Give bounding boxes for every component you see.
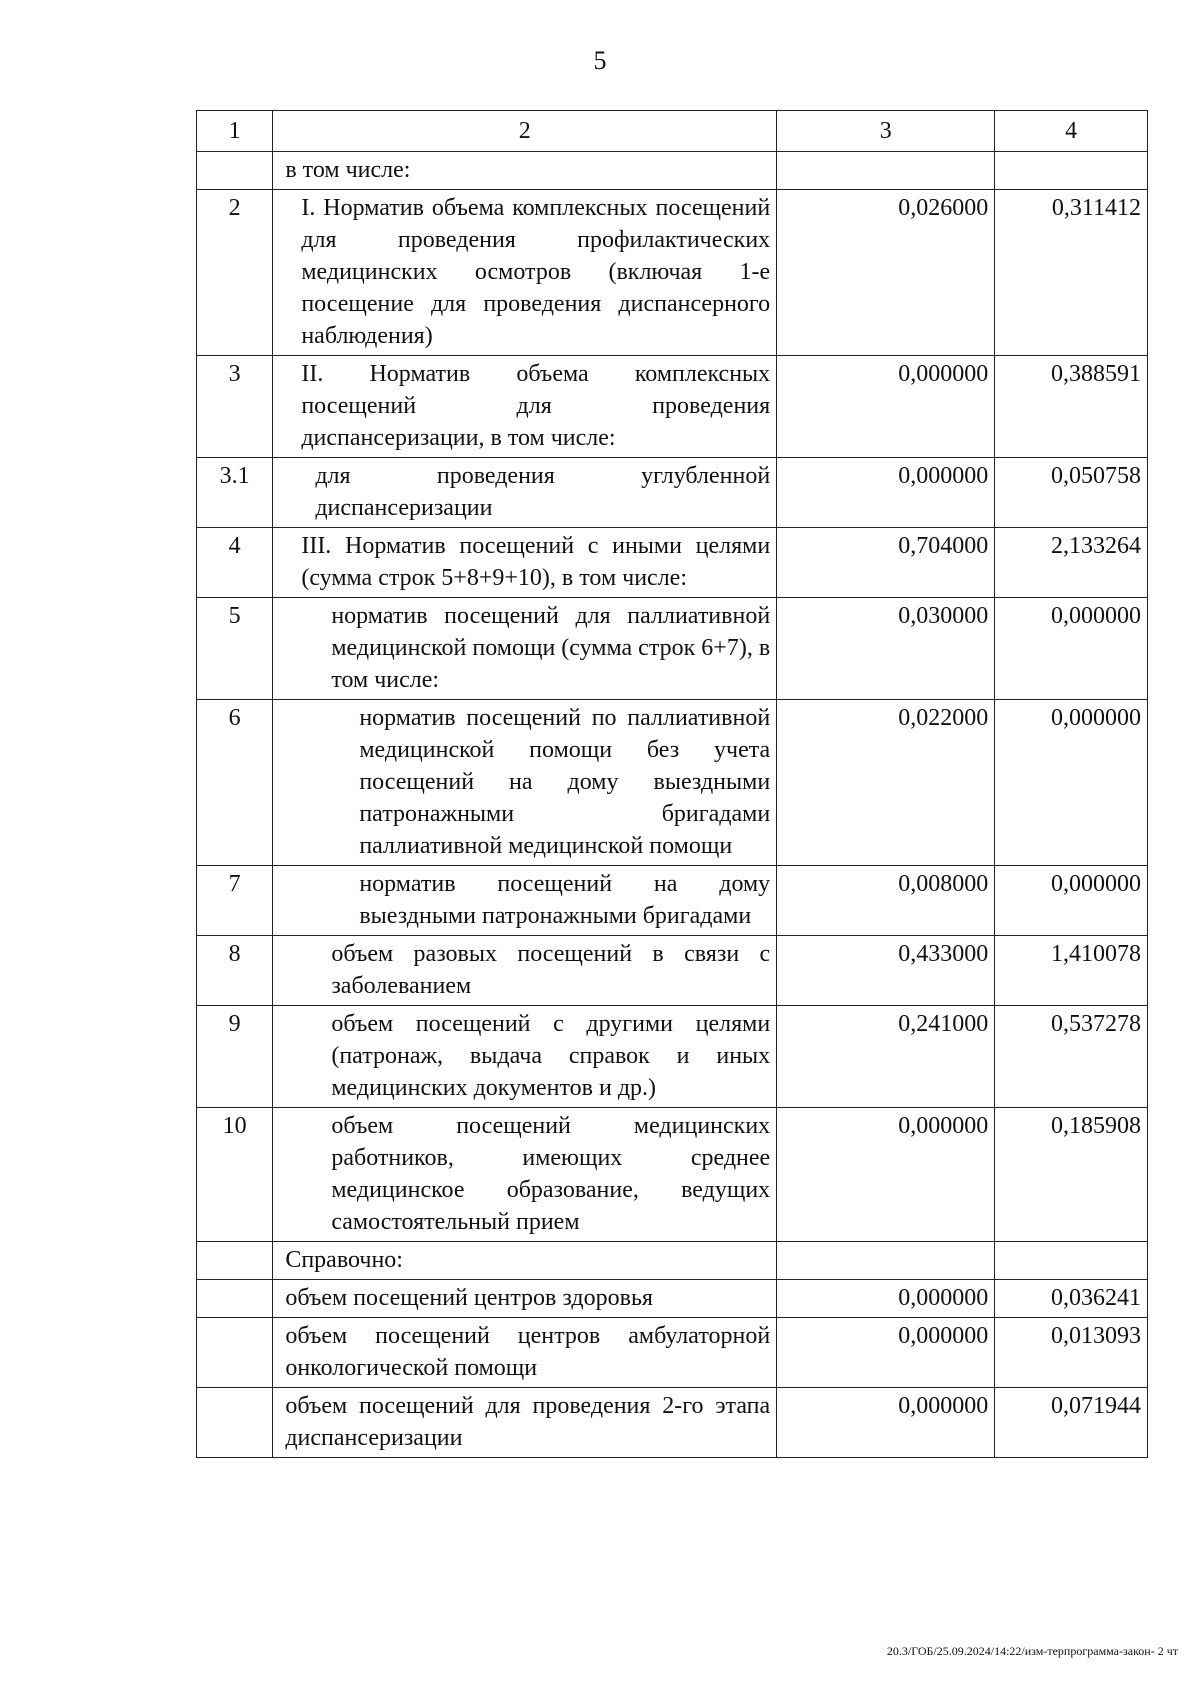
row-value-col4 — [995, 152, 1148, 190]
row-value-col4: 1,410078 — [995, 936, 1148, 1006]
row-number: 4 — [197, 528, 273, 598]
header-cell-4: 4 — [995, 111, 1148, 152]
row-description: объем посещений центров амбулаторной онкологической помощи — [273, 1318, 777, 1388]
row-value-col3: 0,000000 — [777, 1280, 995, 1318]
row-value-col3: 0,022000 — [777, 700, 995, 866]
row-description: норматив посещений для паллиативной медицинской помощи (сумма строк 6+7), в том числе: — [273, 598, 777, 700]
row-value-col4: 0,388591 — [995, 356, 1148, 458]
row-value-col3: 0,000000 — [777, 458, 995, 528]
row-value-col4: 0,036241 — [995, 1280, 1148, 1318]
row-number: 5 — [197, 598, 273, 700]
table-row — [197, 598, 1148, 700]
row-number — [197, 1242, 273, 1280]
row-number: 3 — [197, 356, 273, 458]
row-description: для проведения углубленной диспансеризации — [273, 458, 777, 528]
row-value-col3: 0,000000 — [777, 1388, 995, 1458]
norms-table — [196, 110, 1148, 1458]
row-number — [197, 152, 273, 190]
row-description: объем посещений с другими целями (патронаж, выдача справок и иных медицинских документов и др.) — [273, 1006, 777, 1108]
row-value-col3: 0,000000 — [777, 1108, 995, 1242]
page-number: 5 — [593, 46, 607, 75]
row-value-col3: 0,433000 — [777, 936, 995, 1006]
row-number: 7 — [197, 866, 273, 936]
table-row — [197, 190, 1148, 356]
row-value-col4: 0,000000 — [995, 700, 1148, 866]
row-description: III. Норматив посещений с иными целями (сумма строк 5+8+9+10), в том числе: — [273, 528, 777, 598]
row-number: 10 — [197, 1108, 273, 1242]
table-row — [197, 1318, 1148, 1388]
header-cell-2: 2 — [273, 111, 777, 152]
row-value-col3: 0,008000 — [777, 866, 995, 936]
row-number — [197, 1388, 273, 1458]
row-value-col3: 0,000000 — [777, 1318, 995, 1388]
row-value-col4 — [995, 1242, 1148, 1280]
row-description: норматив посещений на дому выездными патронажными бригадами — [273, 866, 777, 936]
row-description: в том числе: — [273, 152, 777, 190]
header-cell-3: 3 — [777, 111, 995, 152]
header-cell-1: 1 — [197, 111, 273, 152]
table-row — [197, 1006, 1148, 1108]
table-row — [197, 1242, 1148, 1280]
row-value-col4: 0,013093 — [995, 1318, 1148, 1388]
table-row — [197, 458, 1148, 528]
row-value-col3: 0,000000 — [777, 356, 995, 458]
row-value-col4: 0,000000 — [995, 598, 1148, 700]
row-description: объем разовых посещений в связи с заболеванием — [273, 936, 777, 1006]
document-footer: 20.3/ГОБ/25.09.2024/14:22/изм-терпрограмма-закон- 2 чт — [886, 1644, 1178, 1658]
row-number: 2 — [197, 190, 273, 356]
row-value-col3: 0,030000 — [777, 598, 995, 700]
row-number: 9 — [197, 1006, 273, 1108]
row-value-col4: 0,071944 — [995, 1388, 1148, 1458]
row-value-col4: 2,133264 — [995, 528, 1148, 598]
table-row — [197, 700, 1148, 866]
table-row — [197, 1280, 1148, 1318]
row-value-col3: 0,241000 — [777, 1006, 995, 1108]
row-value-col4: 0,311412 — [995, 190, 1148, 356]
table-header-row — [197, 111, 1148, 152]
row-value-col4: 0,537278 — [995, 1006, 1148, 1108]
row-number — [197, 1280, 273, 1318]
row-value-col3: 0,026000 — [777, 190, 995, 356]
table-row — [197, 1108, 1148, 1242]
row-value-col4: 0,000000 — [995, 866, 1148, 936]
row-description: Справочно: — [273, 1242, 777, 1280]
row-number: 3.1 — [197, 458, 273, 528]
table-row — [197, 866, 1148, 936]
row-description: объем посещений медицинских работников, имеющих среднее медицинское образование, ведущих самостоятельный прием — [273, 1108, 777, 1242]
table-row — [197, 1388, 1148, 1458]
row-value-col4: 0,185908 — [995, 1108, 1148, 1242]
table-row — [197, 936, 1148, 1006]
row-value-col4: 0,050758 — [995, 458, 1148, 528]
row-description: объем посещений центров здоровья — [273, 1280, 777, 1318]
row-value-col3: 0,704000 — [777, 528, 995, 598]
row-description: I. Норматив объема комплексных посещений для проведения профилактических медицинских осмотров (включая 1-е посещение для проведения диспансерного наблюдения) — [273, 190, 777, 356]
row-description: II. Норматив объема комплексных посещений для проведения диспансеризации, в том числе: — [273, 356, 777, 458]
row-description: норматив посещений по паллиативной медицинской помощи без учета посещений на дому выездными патронажными бригадами паллиативной медицинской помощи — [273, 700, 777, 866]
row-number: 8 — [197, 936, 273, 1006]
table-row — [197, 152, 1148, 190]
row-value-col3 — [777, 152, 995, 190]
table-row — [197, 356, 1148, 458]
row-number: 6 — [197, 700, 273, 866]
row-description: объем посещений для проведения 2-го этапа диспансеризации — [273, 1388, 777, 1458]
row-number — [197, 1318, 273, 1388]
row-value-col3 — [777, 1242, 995, 1280]
table-row — [197, 528, 1148, 598]
